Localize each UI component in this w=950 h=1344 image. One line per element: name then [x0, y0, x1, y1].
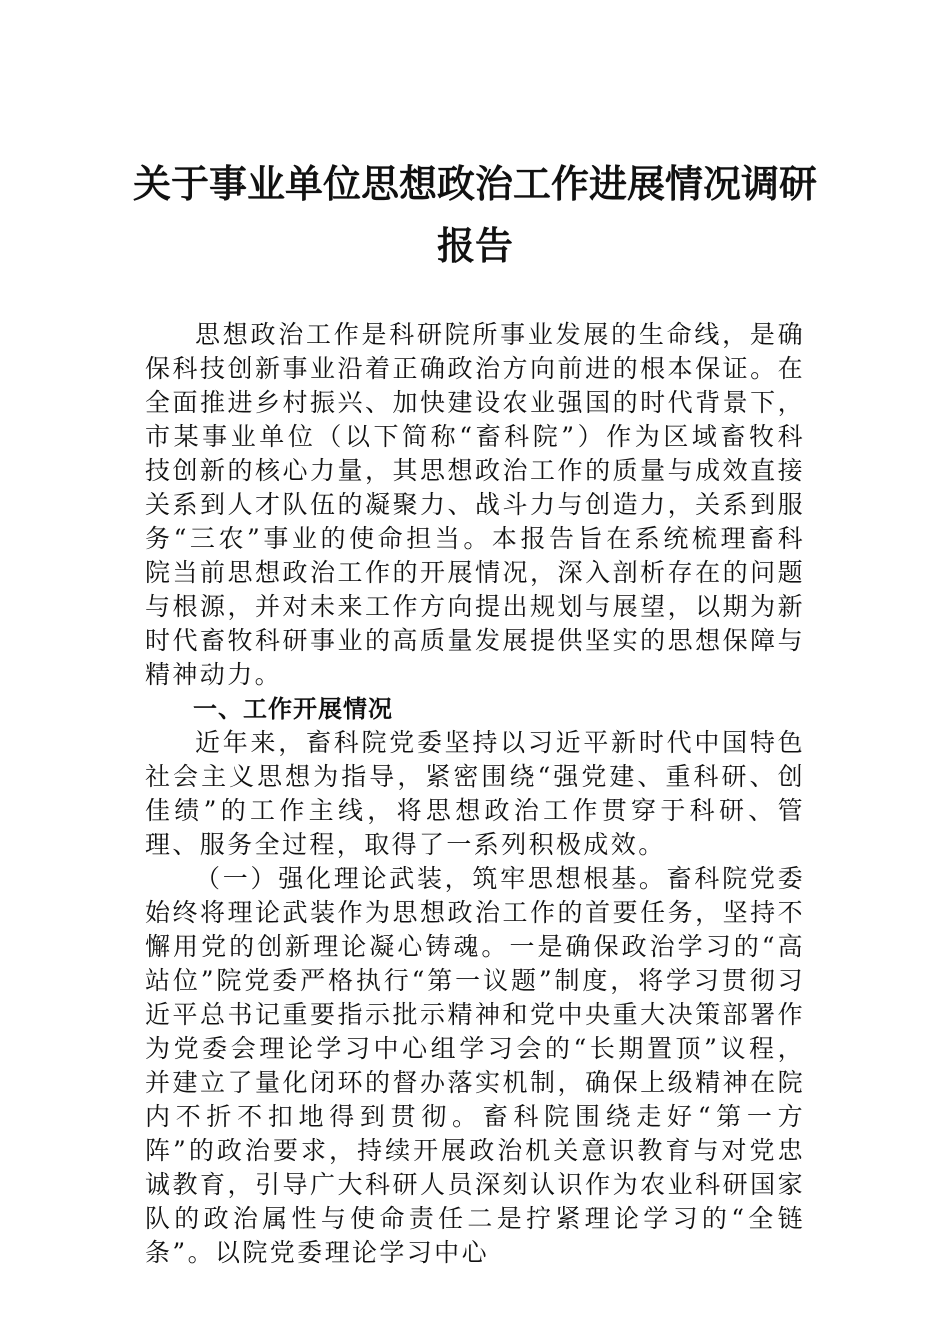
section-paragraph: 近年来，畜科院党委坚持以习近平新时代中国特色社会主义思想为指导，紧密围绕“强党建、重科研、创佳绩”的工作主线，将思想政治工作贯穿于科研、管理、服务全过程，取得了一系列积极成效。	[145, 728, 805, 859]
section-heading: 一、工作开展情况	[193, 695, 393, 723]
document-title-line1: 关于事业单位思想政治工作进展情况调研	[132, 161, 817, 206]
document-title-line2: 报告	[436, 223, 513, 268]
intro-paragraph: 思想政治工作是科研院所事业发展的生命线，是确保科技创新事业沿着正确政治方向前进的根本保证。在全面推进乡村振兴、加快建设农业强国的时代背景下，市某事业单位（以下简称“畜科院”）作为区域畜牧科技创新的核心力量，其思想政治工作的质量与成效直接关系到人才队伍的凝聚力、战斗力与创造力，关系到服务“三农”事业的使命担当。本报告旨在系统梳理畜科院当前思想政治工作的开展情况，深入剖析存在的问题与根源，并对未来工作方向提出规划与展望，以期为新时代畜牧科研事业的高质量发展提供坚实的思想保障与精神动力。	[145, 320, 805, 689]
subsection-paragraph: （一）强化理论武装，筑牢思想根基。畜科院党委始终将理论武装作为思想政治工作的首要任务，坚持不懈用党的创新理论凝心铸魂。一是确保政治学习的“高站位”院党委严格执行“第一议题”制度，将学习贯彻习近平总书记重要指示批示精神和党中央重大决策部署作为党委会理论学习中心组学习会的“长期置顶”议程，并建立了量化闭环的督办落实机制，确保上级精神在院内不折不扣地得到贯彻。畜科院围绕走好“第一方阵”的政治要求，持续开展政治机关意识教育与对党忠诚教育，引导广大科研人员深刻认识作为农业科研国家队的政治属性与使命责任二是拧紧理论学习的“全链条”。以院党委理论学习中心	[145, 864, 805, 1267]
document-body	[145, 318, 805, 1270]
